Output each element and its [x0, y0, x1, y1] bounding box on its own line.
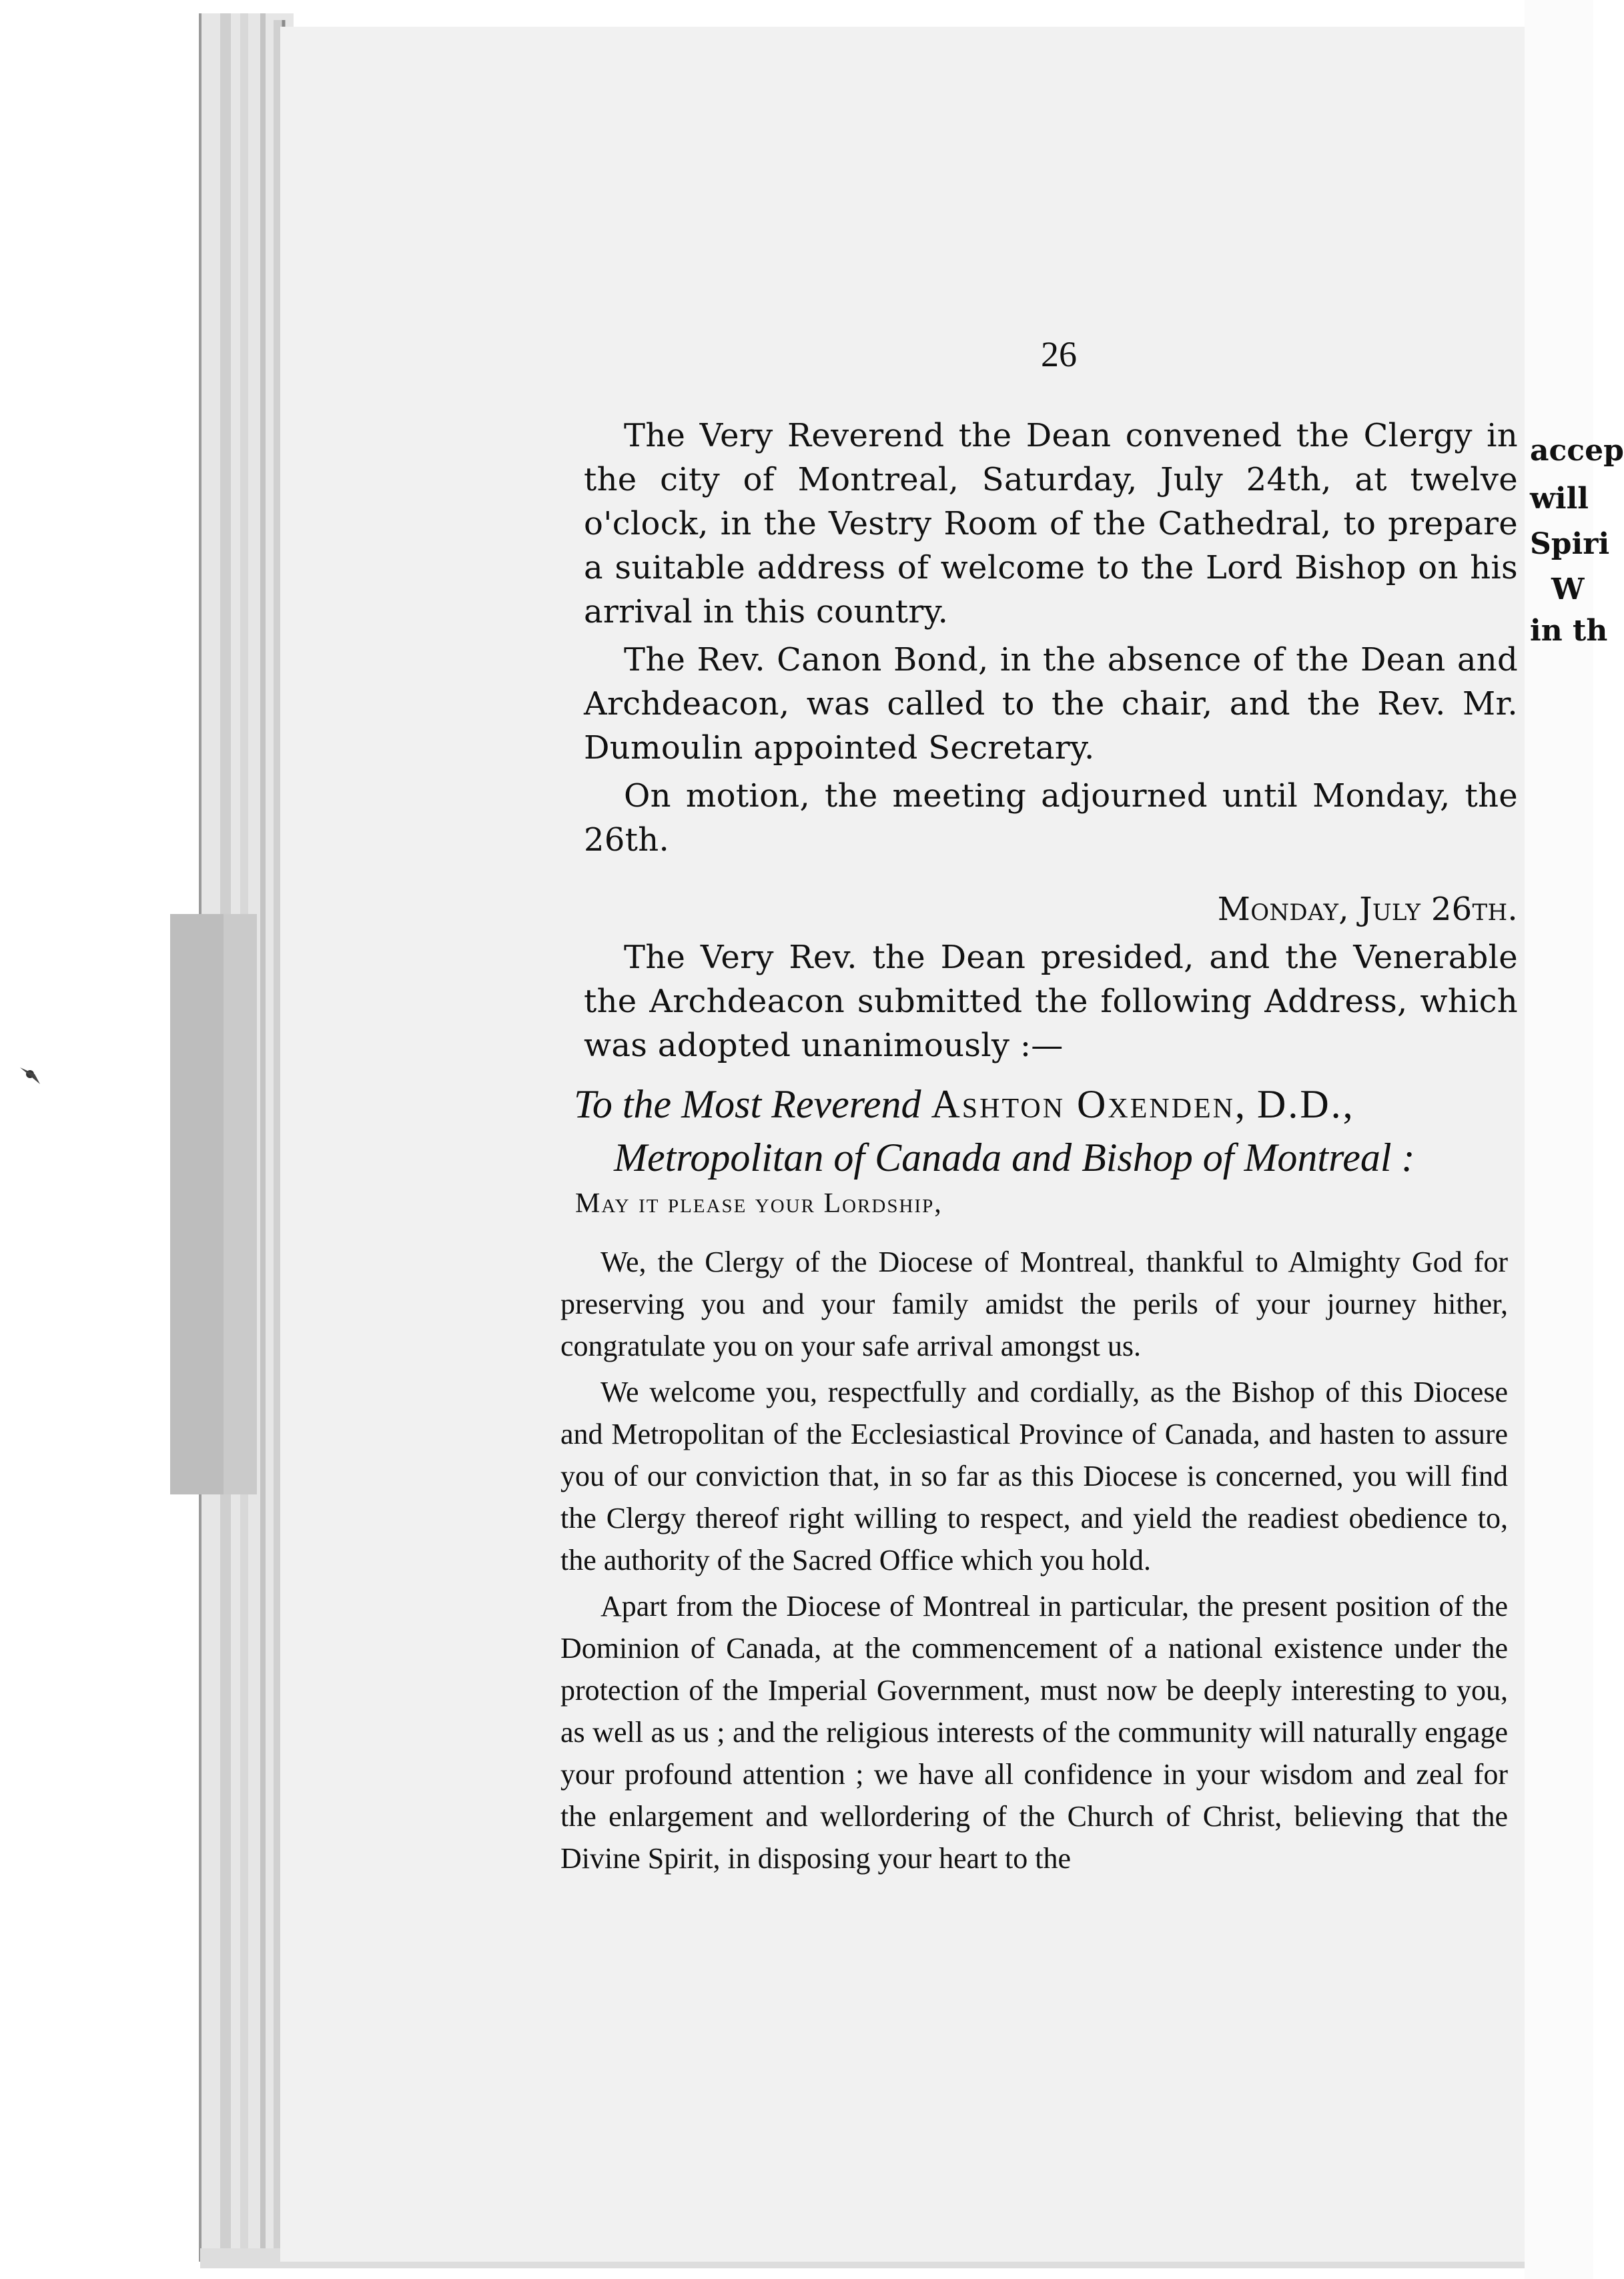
paragraph: The Very Rev. the Dean presided, and the Venerable the Archdeacon submitted the following Address, which was adopted unanimously :—	[584, 939, 1518, 1064]
next-page-fragment	[1525, 0, 1624, 2279]
recipient-title: Metropolitan of Canada and Bishop of Montreal :	[614, 1135, 1415, 1180]
next-page-word: Spiri	[1530, 527, 1610, 561]
next-page-word: will	[1530, 482, 1589, 516]
recipient-degree: D.D.,	[1257, 1082, 1355, 1126]
address-opening: May it please your Lordship,	[575, 1188, 943, 1219]
paragraph: The Rev. Canon Bond, in the absence of the Dean and Archdeacon, was called to the chair, and the Rev. Mr. Dumoulin appointed Secretary.	[584, 641, 1518, 767]
minutes-text	[584, 414, 1518, 1067]
recipient-name: Ashton Oxenden,	[931, 1082, 1248, 1126]
paragraph: Apart from the Diocese of Montreal in particular, the present position of the Dominion of Canada, at the commencement of a national existence under the protection of the Imperial Government, must now be deeply interesting to you, as well as us ; and the religious interests of the community will naturally engage your profound attention ; we have all confidence in your wisdom and zeal for the enlargement and wellordering of the Church of Christ, believing that the Divine Spirit, in disposing your heart to the	[560, 1590, 1508, 1875]
paragraph: On motion, the meeting adjourned until Monday, the 26th.	[584, 777, 1518, 859]
paragraph: The Very Reverend the Dean convened the Clergy in the city of Montreal, Saturday, July 24th, at twelve o'clock, in the Vestry Room of the Cathedral, to prepare a suitable address of welcome to the Lord Bishop on his arrival in this country.	[584, 417, 1518, 630]
next-page-word: W	[1551, 572, 1585, 606]
date-heading: Monday, July 26th.	[1217, 891, 1518, 928]
page-number: 26	[1041, 334, 1077, 374]
paragraph: We welcome you, respectfully and cordially, as the Bishop of this Diocese and Metropolitan of the Ecclesiastical Province of Canada, and hasten to assure you of our conviction that, in so far as this Diocese is concerned, you will find the Clergy thereof right willing to respect, and yield the readiest obedience to, the authority of the Sacred Office which you hold.	[560, 1376, 1508, 1576]
next-page-word: accep	[1530, 434, 1624, 468]
next-page-word: in th	[1530, 614, 1608, 648]
address-body	[560, 1241, 1508, 1879]
paragraph: We, the Clergy of the Diocese of Montreal, thankful to Almighty God for preserving you and your family amidst the perils of your journey hither, congratulate you on your safe arrival amongst us.	[560, 1246, 1508, 1362]
salutation-prefix: To the Most Reverend	[574, 1082, 921, 1126]
address-salutation	[574, 1077, 1521, 1184]
